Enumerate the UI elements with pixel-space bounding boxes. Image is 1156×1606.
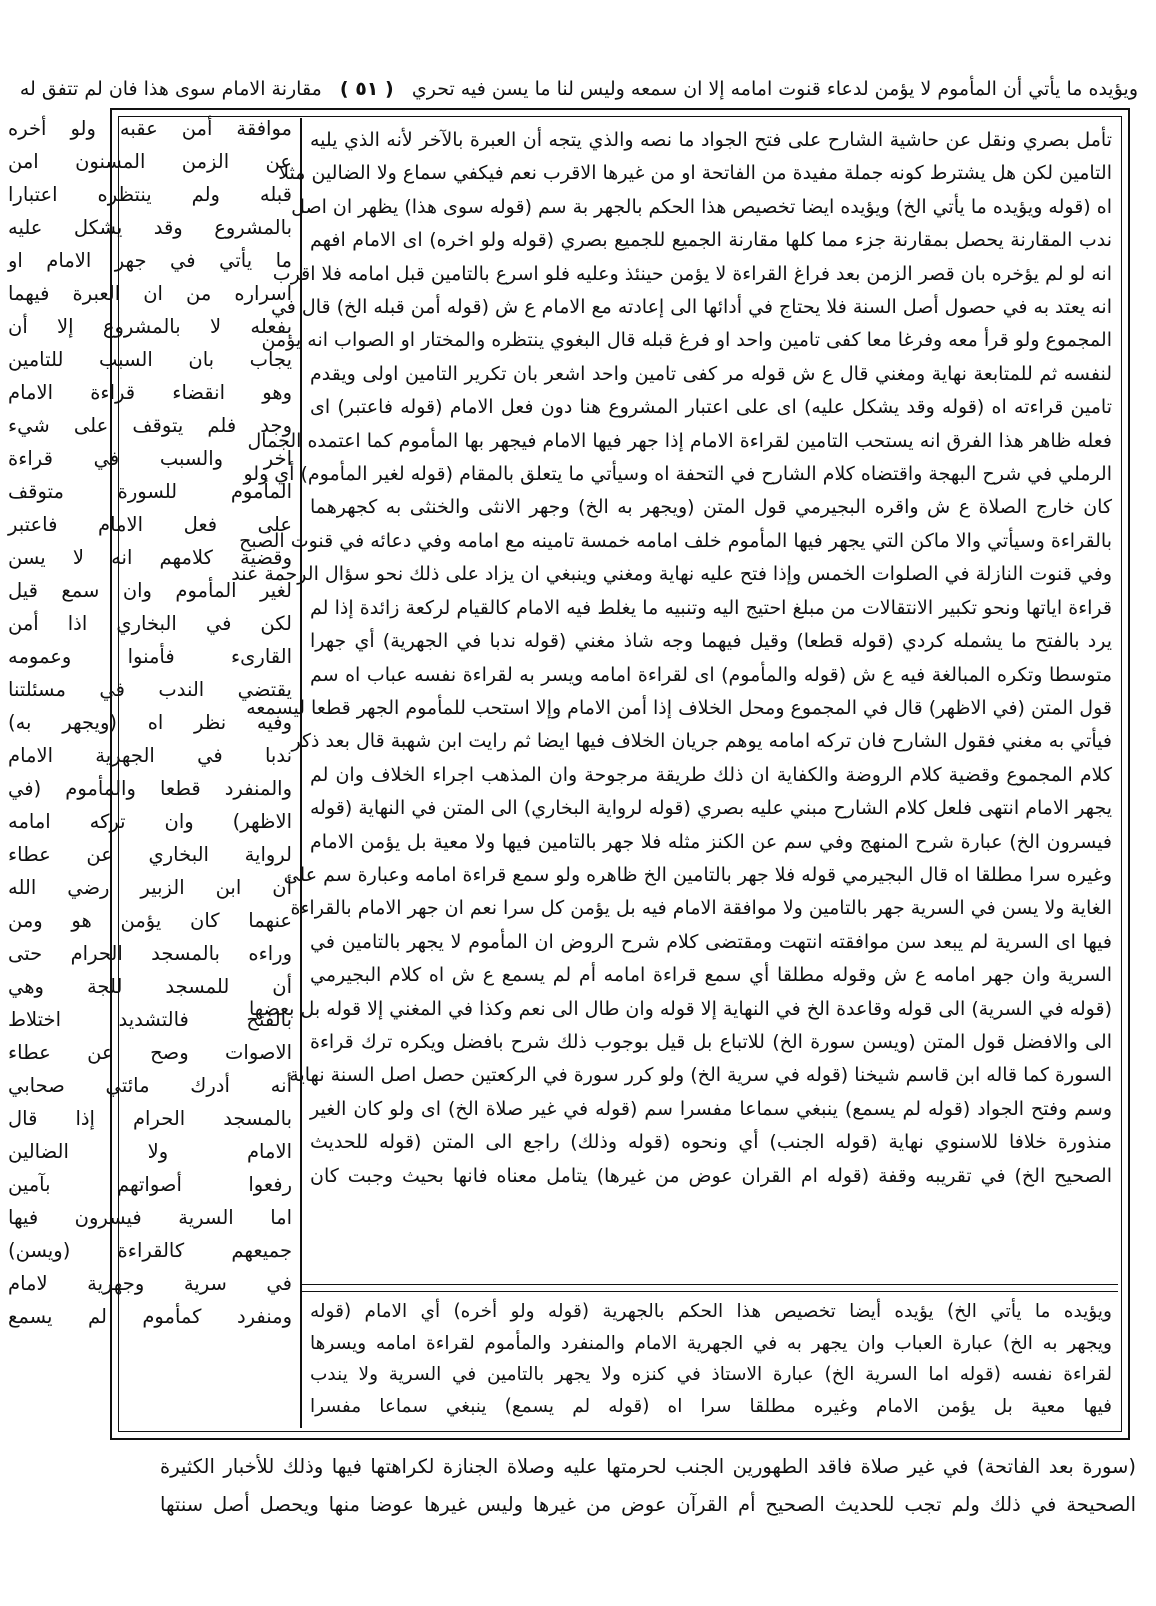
footer-line: (سورة بعد الفاتحة) في غير صلاة فاقد الطهورين الجنب لحرمتها عليه وصلاة الجنازة لكراهتها فيها وذلك للأخبار الكثيرة bbox=[160, 1455, 1136, 1478]
page-header bbox=[19, 64, 1138, 114]
hashiya-line: الى والافضل قول المتن (ويسن سورة الخ) للاتباع بل قيل بوجوب ذلك شرح بافضل ويكره ترك قراءة bbox=[310, 1030, 1112, 1053]
side-column-line: أن للمسجد للجة وهي bbox=[8, 975, 292, 998]
side-column-line: لرواية البخاري عن عطاء bbox=[8, 843, 292, 866]
hashiya-line: وسم وفتح الجواد (قوله لم يسمع) ينبغي سماعا مفسرا سم (قوله في غير صلاة الخ) اى ولو كان الغير bbox=[310, 1097, 1112, 1120]
side-column-line: المأموم للسورة متوقف bbox=[8, 480, 292, 503]
side-column-line: وهو انقضاء قراءة الامام bbox=[8, 381, 292, 404]
side-column-line: القارىء فأمنوا وعمومه bbox=[8, 645, 292, 668]
side-column-line: وجد فلم يتوقف على شيء bbox=[8, 414, 292, 437]
hashiya-line: تأمل بصري ونقل عن حاشية الشارح على فتح الجواد ما نصه والذي يتجه أن العبرة بالآخر لأنه الذي يليه bbox=[310, 129, 1112, 151]
hashiya-line: قراءة اياتها ونحو تكبير الانتقالات من مبلغ احتيج اليه وتنبيه ما يغلط فيه الامام كالقيام لركعة زائدة إذا لم bbox=[310, 596, 1112, 619]
hashiya-bottom-line: ويجهر به الخ) عبارة العباب وان يجهر به في الجهرية الامام والمنفرد والمأموم لقراءة امامه ويسرها bbox=[310, 1332, 1112, 1354]
hashiya-bottom-line: فيها معية بل يؤمن الامام وغيره مطلقا سرا اه (قوله لم يسمع) ينبغي سماعا مفسرا bbox=[310, 1395, 1112, 1417]
side-column-line: على فعل الامام فاعتبر bbox=[8, 513, 292, 536]
hashiya-line: اه (قوله ويؤيده ما يأتي الخ) ويؤيده ايضا تخصيص هذا الحكم بالجهر بة سم (قوله سوى هذا) يظهر ان اصل bbox=[291, 195, 1112, 218]
hashiya-line: فعله ظاهر هذا الفرق انه يستحب التامين لقراءة الامام إذا جهر فيها الامام فيجهر بها المأموم كما اعتمده الجمال bbox=[247, 429, 1112, 452]
side-column-line: لكن في البخاري اذا أمن bbox=[8, 612, 292, 635]
hashiya-line: يرد بالفتح ما يشمله كردي (قوله قطعا) وقيل فيهما وجه شاذ مغني (قوله ندبا في الجهرية) أي جهرا bbox=[310, 630, 1112, 653]
side-column-line: عن الزمن المسنون امن bbox=[8, 150, 292, 173]
side-column-line: أنه أدرك مائتي صحابي bbox=[8, 1074, 292, 1097]
header-text: ويؤيده ما يأتي أن المأموم لا يؤمن لدعاء قنوت امامه إلا ان سمعه وليس لنا ما يسن فيه تحري bbox=[411, 78, 1138, 100]
side-column bbox=[8, 112, 292, 1442]
page-number: ( ٥١ ) bbox=[339, 78, 394, 100]
hashiya-line: (قوله في السرية) الى قوله وقاعدة الخ في النهاية إلا قوله وان طال الى نعم وكذا في المغني إلا قوله بل بعضها bbox=[248, 997, 1112, 1020]
hashiya-line: يجهر الامام انتهى فلعل كلام الشارح مبني عليه بصري (قوله لرواية البخاري) الى المتن في النهاية (قوله bbox=[310, 797, 1112, 820]
hashiya-bottom-line: ويؤيده ما يأتي الخ) يؤيده أيضا تخصيص هذا الحكم بالجهرية (قوله ولو أخره) أي الامام (قوله bbox=[310, 1301, 1112, 1322]
hashiya-line: السورة كما قاله ابن قاسم شيخنا (قوله في سرية الخ) ولو كرر سورة في الركعتين حصل اصل السنة نهاية bbox=[289, 1064, 1112, 1087]
hashiya-line: فيها اى السرية لم يبعد سن موافقته انتهت ومقتضى كلام شرح الروض ان المأموم لا يجهر بالتامين في bbox=[310, 930, 1112, 953]
hashiya-line: قول المتن (في الاظهر) قال في المجموع ومحل الخلاف إذا أمن الامام وإلا استحب للمأموم الجهر قطعا ليسمعه bbox=[246, 696, 1112, 719]
hashiya-line: منذورة خلافا للاسنوي نهاية (قوله الجنب) أي ونحوه (قوله وذلك) راجع الى المتن (قوله للحديث bbox=[310, 1131, 1112, 1154]
hashiya-separator bbox=[302, 1284, 1118, 1292]
hashiya-line: كلام المجموع وقضية كلام الروضة والكفاية ان ذلك طريقة مرجوحة وان المذهب اجراء الخلاف وان لم bbox=[310, 763, 1112, 786]
side-column-line: عنهما كان يؤمن هو ومن bbox=[8, 909, 292, 932]
side-column-line: اسراره من ان العبرة فيهما bbox=[8, 282, 292, 305]
hashiya-line: الرملي في شرح البهجة واقتضاه كلام الشارح في التحفة اه وسيأتي ما يتعلق بالمقام (قوله لغير المأموم) أي ولو bbox=[243, 463, 1112, 486]
side-column-line: رفعوا أصواتهم بآمين bbox=[8, 1173, 292, 1196]
side-column-line: جميعهم كالقراءة (ويسن) bbox=[8, 1239, 292, 1262]
side-column-line: الاظهر) وان تركه امامه bbox=[8, 810, 292, 833]
side-column-line: وقضية كلامهم انه لا يسن bbox=[8, 546, 292, 569]
side-column-line: يجاب بان السبب للتامين bbox=[8, 348, 292, 371]
hashiya-line: متوسطا وتكره المبالغة فيه ع ش (قوله والمأموم) اى لقراءة امامه ويسر به لقراءة نفسه عباب اه سم bbox=[310, 663, 1112, 686]
hashiya-line: ندب المقارنة يحصل بمقارنة جزء مما كلها مقارنة الجميع للجميع بصري (قوله ولو اخره) اى الامام افهم bbox=[310, 229, 1112, 252]
side-column-line: بالمسجد الحرام إذا قال bbox=[8, 1107, 292, 1130]
hashiya-line: وغيره سرا مطلقا اه قال البجيرمي قوله فلا جهر بالتامين الخ ظاهره ولو سمع قراءة امامه وعبارة سم على bbox=[283, 863, 1112, 886]
side-column-line: يقتضي الندب في مسئلتنا bbox=[8, 678, 292, 701]
hashiya-bottom-line: لقراءة نفسه (قوله اما السرية الخ) عبارة الاستاذ في كنزه ولا يجهر بالتامين في السرية ولا يندب bbox=[310, 1364, 1112, 1385]
side-column-line: اما السرية فيسرون فيها bbox=[8, 1206, 292, 1229]
header-tail: مقارنة الامام سوى هذا فان لم تتفق له bbox=[19, 78, 322, 100]
side-column-line: موافقة أمن عقبه ولو أخره bbox=[8, 117, 292, 140]
side-column-line: الاصوات وصح عن عطاء bbox=[8, 1041, 292, 1064]
side-column-line: بالفتح فالتشديد اختلاط bbox=[8, 1008, 292, 1031]
side-column-line: قبله ولم ينتظره اعتبارا bbox=[8, 183, 292, 206]
hashiya-line: الصحيح الخ) في تقريبه وقفة (قوله ام القران عوض من غيرها) يتامل معناه فانها بحيث وجبت كان bbox=[310, 1164, 1112, 1187]
side-column-line: الامام ولا الضالين bbox=[8, 1140, 292, 1163]
hashiya-line: فيسرون الخ) عبارة شرح المنهج وفي سم عن الكنز مثله فلا جهر بالتامين فيها ولا معية بل يؤمن الامام bbox=[310, 830, 1112, 853]
hashiya-box bbox=[231, 118, 1118, 1428]
hashiya-line: لنفسه ثم للمتابعة نهاية ومغني قال ع ش قوله مر كفى تامين واحد اشعر بان تكرير التامين اولى ويقدم bbox=[310, 362, 1112, 385]
side-column-line: لغير المأموم وان سمع قيل bbox=[8, 579, 292, 602]
hashiya-line: انه يعتد به في حصول أصل السنة فلا يحتاج في أدائها الى إعادته مع الامام ع ش (قوله أمن قبله الخ) قال في bbox=[270, 296, 1112, 319]
side-column-line: اخر والسبب في قراءة bbox=[8, 447, 292, 470]
page-footer-text bbox=[160, 1448, 1136, 1568]
side-column-line: في سرية وجهرية لامام bbox=[8, 1272, 292, 1295]
side-column-line: وفيه نظر اه (ويجهر به) bbox=[8, 711, 292, 734]
hashiya-line: انه لو لم يؤخره بان قصر الزمن بعد فراغ القراءة لا يؤمن حينئذ وعليه فلو اسرع بالتامين قبل امامه فلا اقرب bbox=[272, 262, 1112, 285]
hashiya-line: كان خارج الصلاة ع ش واقره البجيرمي قول المتن (ويجهر به الخ) وجهر الانثى والخنثى به كجهرهما bbox=[310, 496, 1112, 519]
hashiya-line: تامين قراءته اه (قوله وقد يشكل عليه) اى على اعتبار المشروع هنا دون فعل الامام (قوله فاعتبر) اى bbox=[310, 396, 1112, 419]
side-column-line: ما يأتي في جهر الامام او bbox=[8, 249, 292, 272]
side-column-line: بفعله لا بالمشروع إلا أن bbox=[8, 315, 292, 338]
hashiya-bottom-text bbox=[310, 1296, 1112, 1426]
side-column-line: والمنفرد قطعا والمأموم (في bbox=[8, 777, 292, 800]
footer-line: الصحيحة في ذلك ولم تجب للحديث الصحيح أم القرآن عوض من غيرها وليس غيرها عوضا منها ويحصل أصل سنتها bbox=[160, 1493, 1136, 1516]
side-column-line: أن ابن الزبير رضي الله bbox=[8, 876, 292, 899]
side-column-line: ومنفرد كمأموم لم يسمع bbox=[8, 1305, 292, 1328]
hashiya-line: بالقراءة وسيأتي والا ماكن التي يجهر فيها المأموم خلف امامه خمسة تامينه مع امامه وفي دعائه في قنوت الصبح bbox=[239, 529, 1112, 552]
side-column-line: بالمشروع وقد يشكل عليه bbox=[8, 216, 292, 239]
hashiya-line: التامين لكن هل يشترط كونه جملة مفيدة من الفاتحة او من غيرها الاقرب نعم فيكفي سماع ولا الضالين مثلا bbox=[278, 162, 1112, 185]
hashiya-line: فيأتي به مغني فقول الشارح فان تركه امامه يوهم جريان الخلاف فيها ايضا ثم رايت ابن شهبة قال بعد ذكر bbox=[291, 730, 1112, 753]
side-column-line: وراءه بالمسجد الحرام حتى bbox=[8, 942, 292, 965]
side-column-line: ندبا في الجهرية الامام bbox=[8, 744, 292, 767]
hashiya-line: المجموع ولو قرأ معه وفرغا معا كفى تامين واحد او فرغ قبله قال البغوي ينتظره والمختار او الصواب انه يؤمن bbox=[261, 329, 1112, 352]
hashiya-line: الغاية ولا يسن في السرية جهر بالتامين ولا موافقة الامام فيه بل يؤمن كل سرا نعم ان جهر الامام بالقراءة bbox=[290, 897, 1112, 920]
hashiya-line: السرية وان جهر امامه ع ش وقوله مطلقا أي سمع قراءة امامه أم لم يسمع ع ش اه كلام البجيرمي bbox=[310, 964, 1112, 987]
hashiya-line: وفي قنوت النازلة في الصلوات الخمس وإذا فتح عليه نهاية ومغني وينبغي ان يزاد على ذلك نحو سؤال الرحمة عند bbox=[231, 563, 1112, 586]
hashiya-top-text bbox=[231, 124, 1112, 1274]
